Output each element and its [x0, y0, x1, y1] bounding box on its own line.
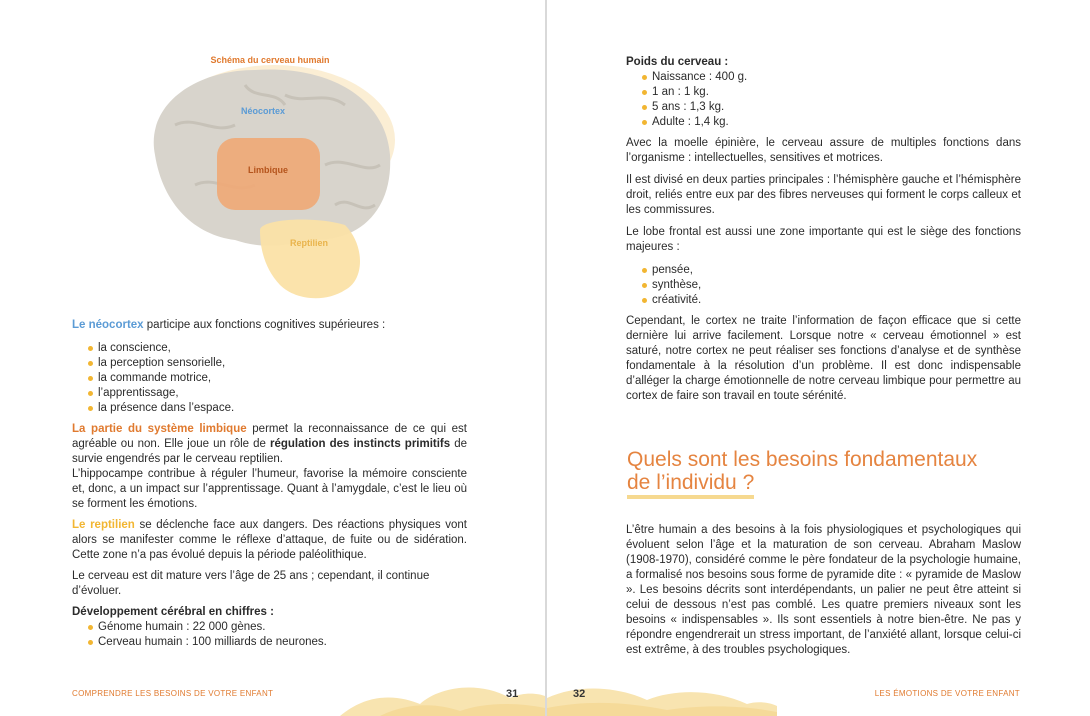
heading-line-2: de l’individu ?: [627, 471, 754, 499]
limbique-bold: régulation des instincts primitifs: [269, 438, 451, 450]
list-item: Naissance : 400 g.: [642, 70, 1021, 85]
page-number-right: 32: [573, 688, 586, 700]
dev-title: Développement cérébral en chiffres :: [72, 606, 274, 618]
maslow-column: [626, 523, 1021, 658]
paragraph: Le lobe frontal est aussi une zone importante qui est le siège des fonctions majeures :: [626, 226, 1021, 253]
diagram-title: Schéma du cerveau humain: [210, 55, 330, 65]
label-neocortex: Néocortex: [241, 106, 286, 116]
neocortex-paragraph: [72, 318, 467, 333]
paragraph: Cependant, le cortex ne traite l’information de façon efficace que si cette dernière lui arrive facilement. Lorsque notre « cerveau émotionnel » est saturé, notre cortex ne peut réaliser ses fonctions d’analyse et de synthèse fondamentale à la résolution d’un problème. Il est donc indispensable d’alléger la charge émotionnelle de notre cerveau limbique pour permettre au cortex de faire son travail en toute sérénité.: [626, 315, 1021, 402]
list-item: la présence dans l’espace.: [88, 401, 467, 416]
reptilien-term: Le reptilien: [72, 519, 135, 531]
left-column: [72, 318, 467, 650]
list-item: la perception sensorielle,: [88, 356, 467, 371]
page-number-left: 31: [506, 688, 519, 700]
list-item: Génome humain : 22 000 gènes.: [88, 620, 467, 635]
reptilien-text: se déclenche face aux dangers. Des réactions physiques vont alors se manifester comme le réflexe d’attaque, de fuite ou de sidération. Cette zone n’a pas évolué depuis la période paléolithique.: [72, 519, 467, 561]
paragraph: L’être humain a des besoins à la fois physiologiques et psychologiques qui évoluent selon l’âge et la maturation de son cerveau. Abraham Maslow (1908-1970), considéré comme le père fondateur de la psychologie humaine, a formalisé nos besoins sous forme de pyramide dite : « pyramide de Maslow ». Les besoins décrits sont interdépendants, un palier ne peut être atteint si celui de dessous n’est pas comblé. Les quatre premiers niveaux sont les besoins « indispensables ». Ils sont essentiels à notre bien-être. Ne pas y répondre engendrerait un stress important, de l’anxiété allant, lorsque celui-ci est extrême, à des troubles psychologiques.: [626, 524, 1021, 656]
paragraph: Avec la moelle épinière, le cerveau assure de multiples fonctions dans l’organisme : intellectuelles, sensitives et motrices.: [626, 137, 1021, 164]
limbique-text-2: de survie engendrés par le cerveau reptilien.: [72, 438, 467, 465]
list-item: 5 ans : 1,3 kg.: [642, 100, 1021, 115]
list-item: créativité.: [642, 293, 1021, 308]
label-limbique: Limbique: [248, 165, 288, 175]
list-item: pensée,: [642, 263, 1021, 278]
right-page: [547, 0, 1090, 716]
list-item: 1 an : 1 kg.: [642, 85, 1021, 100]
list-item: Cerveau humain : 100 milliards de neurones.: [88, 635, 467, 650]
poids-title: Poids du cerveau :: [626, 56, 729, 68]
limbique-text-1: permet la reconnaissance de ce qui est agréable ou non. Elle joue un rôle de: [72, 423, 467, 450]
mature-paragraph: Le cerveau est dit mature vers l’âge de 25 ans ; cependant, il continue d’évoluer.: [72, 570, 430, 597]
footer-right: LES ÉMOTIONS DE VOTRE ENFANT: [874, 689, 1020, 698]
hippocampe-paragraph: L’hippocampe contribue à réguler l’humeur, favorise la mémoire consciente et, donc, a un impact sur l’apprentissage. Quant à l’amygdale, c’est le lieu où se forment les émotions.: [72, 468, 467, 510]
list-item: synthèse,: [642, 278, 1021, 293]
footer-left: COMPRENDRE LES BESOINS DE VOTRE ENFANT: [72, 689, 274, 698]
poids-list: [642, 70, 1021, 130]
label-reptilien: Reptilien: [290, 238, 329, 248]
list-item: la commande motrice,: [88, 371, 467, 386]
reptilien-paragraph: [72, 518, 467, 563]
list-item: l’apprentissage,: [88, 386, 467, 401]
neocortex-list: [88, 341, 467, 416]
brain-diagram: [135, 45, 395, 305]
neocortex-term: Le néocortex: [72, 319, 144, 331]
paragraph: Il est divisé en deux parties principales : l’hémisphère gauche et l’hémisphère droit, reliés entre eux par des fibres nerveuses qui forment le corps calleux et les commissures.: [626, 174, 1021, 216]
section-heading: [627, 448, 977, 499]
right-column: [626, 55, 1021, 404]
neocortex-text: participe aux fonctions cognitives supérieures :: [143, 319, 386, 331]
limbique-paragraph: [72, 422, 467, 467]
dev-list: [88, 620, 467, 650]
limbique-term: La partie du système limbique: [72, 423, 247, 435]
heading-line-1: Quels sont les besoins fondamentaux: [627, 448, 978, 471]
fonctions-list: [642, 263, 1021, 308]
list-item: Adulte : 1,4 kg.: [642, 115, 1021, 130]
list-item: la conscience,: [88, 341, 467, 356]
